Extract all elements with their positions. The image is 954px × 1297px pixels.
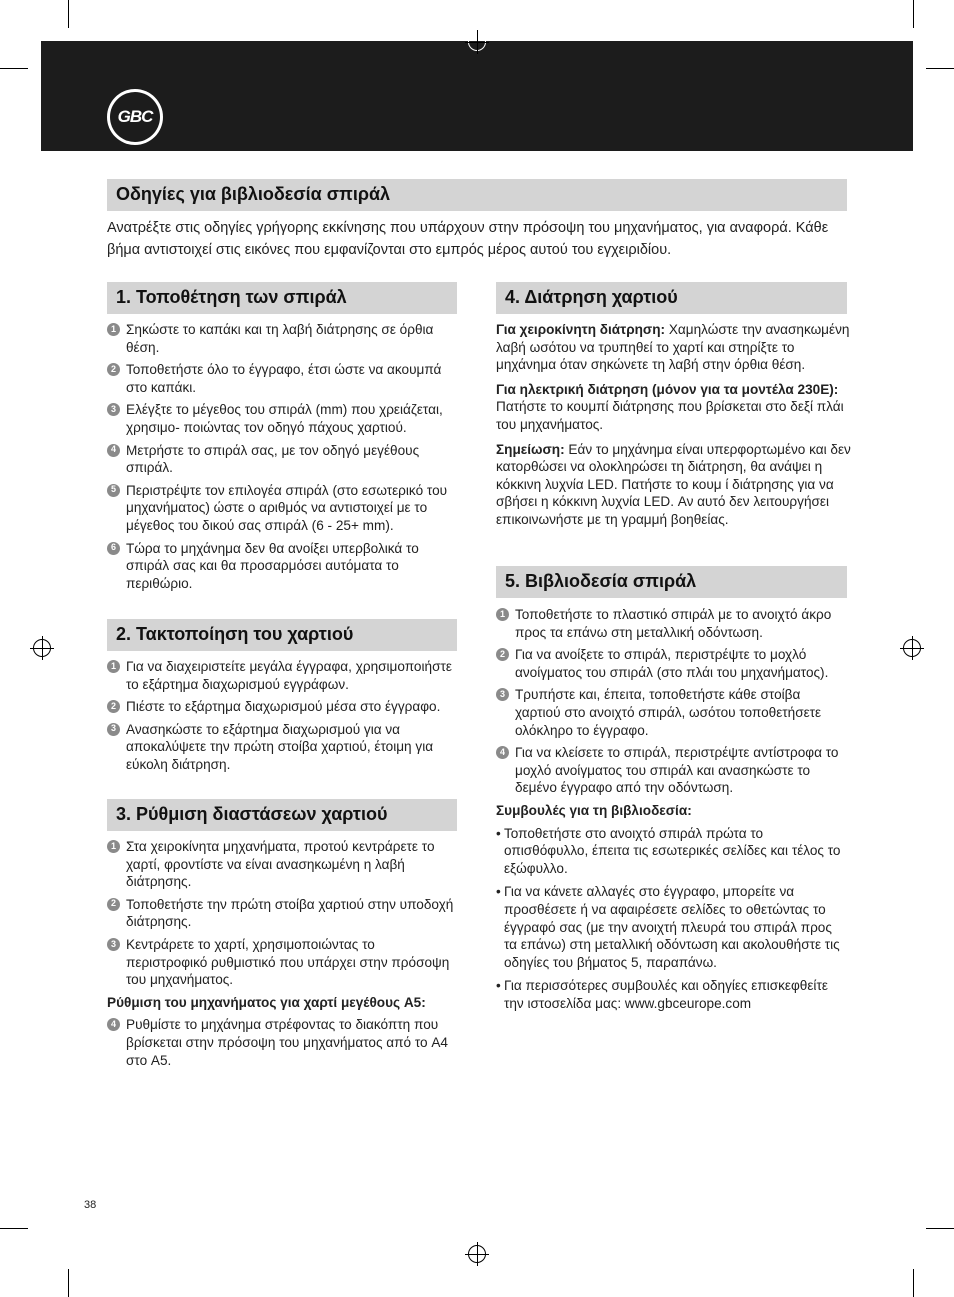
header-band bbox=[41, 41, 913, 151]
step-number-icon: 2 bbox=[107, 363, 120, 376]
step-number-icon: 3 bbox=[496, 688, 509, 701]
list-item: 1 Στα χειροκίνητα μηχανήματα, προτού κεντράρετε το χαρτί, φροντίστε να είναι ανασηκωμένη η λαβή διάτρησης. bbox=[107, 838, 459, 891]
crop-mark bbox=[0, 68, 28, 69]
step-number-icon: 2 bbox=[496, 648, 509, 661]
section-4-heading: 4. Διάτρηση χαρτιού bbox=[496, 282, 847, 314]
section-1-list bbox=[107, 321, 459, 597]
list-item: 4 Για να κλείσετε το σπιράλ, περιστρέψτε αντίστροφα το μοχλό ανοίγματος του σπιράλ και ανασηκώστε το δεμένο έγγραφο από την οδόντωση. bbox=[496, 744, 848, 797]
list-item: 1 Για να διαχειριστείτε μεγάλα έγγραφα, χρησιμοποιήστε το εξάρτημα διαχωρισμού εγγράφων. bbox=[107, 658, 462, 693]
step-number-icon: 5 bbox=[107, 484, 120, 497]
section-3-heading: 3. Ρύθμιση διαστάσεων χαρτιού bbox=[107, 799, 457, 831]
section-1-heading: 1. Τοποθέτηση των σπιράλ bbox=[107, 282, 457, 314]
list-item: 4 Μετρήστε το σπιράλ σας, με τον οδηγό μεγέθους σπιράλ. bbox=[107, 442, 459, 477]
registration-mark-icon bbox=[903, 639, 921, 657]
list-item: 6 Τώρα το μηχάνημα δεν θα ανοίξει υπερβολικά το σπιράλ σας και θα προσαρμόσει αυτόματα το περιθώριο. bbox=[107, 540, 459, 593]
tip-item: • Για να κάνετε αλλαγές στο έγγραφο, μπορείτε να προσθέσετε ή να αφαιρέσετε σελίδες το οθετώντας το έγγραφό σας (με την ανοιχτή πλευρά του σπιράλ προς τα επάνω) στη μεταλλική οδόντωση και ακολουθήστε τις οδηγίες του βήματος 5, παραπάνω. bbox=[496, 884, 840, 970]
registration-mark-icon bbox=[468, 33, 486, 51]
crop-mark bbox=[913, 0, 914, 28]
step-number-icon: 6 bbox=[107, 542, 120, 555]
intro-text: Ανατρέξτε στις οδηγίες γρήγορης εκκίνησης που υπάρχουν στην πρόσοψη του μηχανήματος, για αναφορά. Κάθε βήμα αντιστοιχεί στις εικόνες που εμφανίζονται στο εμπρός μέρος αυτού του εγχειριδίου. bbox=[107, 220, 829, 258]
step-number-icon: 4 bbox=[107, 1018, 120, 1031]
section-5-heading: 5. Βιβλιοδεσία σπιράλ bbox=[496, 566, 847, 598]
step-number-icon: 4 bbox=[496, 746, 509, 759]
list-item: 2 Για να ανοίξετε το σπιράλ, περιστρέψτε το μοχλό ανοίγματος του σπιράλ (στο πλάι του μηχανήματος). bbox=[496, 646, 848, 681]
step-number-icon: 2 bbox=[107, 700, 120, 713]
step-number-icon: 3 bbox=[107, 938, 120, 951]
registration-mark-icon bbox=[468, 1245, 486, 1263]
list-item: 3 Τρυπήστε και, έπειτα, τοποθετήστε κάθε στοίβα χαρτιού στο ανοιχτό σπιράλ, ωσότου τοποθετήσετε ολόκληρο το έγγραφο. bbox=[496, 686, 848, 739]
page-number: 38 bbox=[84, 1199, 97, 1211]
crop-mark bbox=[68, 1269, 69, 1297]
list-item: 2 Τοποθετήστε την πρώτη στοίβα χαρτιού στην υποδοχή διάτρησης. bbox=[107, 896, 459, 931]
crop-mark bbox=[68, 0, 69, 28]
section-4-text bbox=[496, 321, 852, 536]
section-2-heading: 2. Τακτοποίηση του χαρτιού bbox=[107, 619, 457, 651]
subheading: Ρύθμιση του μηχανήματος για χαρτί μεγέθους A5: bbox=[107, 994, 426, 1010]
list-item: 4 Ρυθμίστε το μηχάνημα στρέφοντας το διακόπτη που βρίσκεται στην πρόσοψη του μηχανήματος από το A4 στο A5. bbox=[107, 1016, 459, 1069]
gbc-logo: GBC bbox=[107, 89, 163, 145]
crop-mark bbox=[0, 1228, 28, 1229]
section-3-list bbox=[107, 838, 459, 1074]
tips-heading: Συμβουλές για τη βιβλιοδεσία: bbox=[496, 802, 692, 818]
list-item: 1 Σηκώστε το καπάκι και τη λαβή διάτρησης σε όρθια θέση. bbox=[107, 321, 459, 356]
list-item: 3 Κεντράρετε το χαρτί, χρησιμοποιώντας το περιστροφικό ρυθμιστικό που υπάρχει στην πρόσοψη του μηχανήματος. bbox=[107, 936, 459, 989]
step-number-icon: 1 bbox=[107, 660, 120, 673]
tip-item: • Για περισσότερες συμβουλές και οδηγίες επισκεφθείτε την ιστοσελίδα μας: www.gbceurope.com bbox=[496, 978, 828, 1011]
step-number-icon: 2 bbox=[107, 898, 120, 911]
crop-mark bbox=[926, 68, 954, 69]
list-item: 5 Περιστρέψτε τον επιλογέα σπιράλ (στο εσωτερικό του μηχανήματος) ώστε ο αριθμός να αντιστοιχεί με το μέγεθος του δικού σας σπιράλ (6 - 25+ mm). bbox=[107, 482, 459, 535]
step-number-icon: 1 bbox=[107, 323, 120, 336]
list-item: 3 Ελέγξτε το μέγεθος του σπιράλ (mm) που χρειάζεται, χρησιμο- ποιώντας τον οδηγό πάχους χαρτιού. bbox=[107, 401, 459, 436]
step-number-icon: 3 bbox=[107, 403, 120, 416]
step-number-icon: 1 bbox=[496, 608, 509, 621]
crop-mark bbox=[913, 1269, 914, 1297]
paragraph: Για ηλεκτρική διάτρηση (μόνον για τα μοντέλα 230E): Πατήστε το κουμπί διάτρησης που βρίσκεται στο δεξί πλάι του μηχανήματος. bbox=[496, 381, 844, 432]
step-number-icon: 3 bbox=[107, 723, 120, 736]
list-item: 2 Πιέστε το εξάρτημα διαχωρισμού μέσα στο έγγραφο. bbox=[107, 698, 462, 716]
section-2-list bbox=[107, 658, 462, 779]
registration-mark-icon bbox=[33, 639, 51, 657]
list-item: 2 Τοποθετήστε όλο το έγγραφο, έτσι ώστε να ακουμπά στο καπάκι. bbox=[107, 361, 459, 396]
crop-mark bbox=[926, 1228, 954, 1229]
tip-item: • Τοποθετήστε στο ανοιχτό σπιράλ πρώτα το οπισθόφυλλο, έπειτα τις εσωτερικές σελίδες και τέλος το εξώφυλλο. bbox=[496, 825, 841, 876]
paragraph: Σημείωση: Εάν το μηχάνημα είναι υπερφορτωμένο και δεν κατορθώσει να ολοκληρώσει τη διάτρηση, θα ανάψει η κόκκινη λυχνία LED. Πατήστε το κουμ ί διάτρησης για να σβήσει η κόκκινη λυχνία LED. Αν αυτό δεν λειτουργήσει επικοινωνήστε με τη γραμμή βοηθείας. bbox=[496, 441, 851, 527]
list-item: 3 Ανασηκώστε το εξάρτημα διαχωρισμού για να αποκαλύψετε την πρώτη στοίβα χαρτιού, έτοιμη για εύκολη διάτρηση. bbox=[107, 721, 462, 774]
step-number-icon: 1 bbox=[107, 840, 120, 853]
paragraph: Για χειροκίνητη διάτρηση: Χαμηλώστε την ανασηκωμένη λαβή ωσότου να τρυπηθεί το χαρτί και στηρίξτε το μηχάνημα όταν σηκώνετε τη λαβή στην όρθια θέση. bbox=[496, 322, 850, 373]
page-title: Οδηγίες για βιβλιοδεσία σπιράλ bbox=[107, 179, 847, 211]
section-5-list bbox=[496, 606, 848, 1018]
step-number-icon: 4 bbox=[107, 444, 120, 457]
list-item: 1 Τοποθετήστε το πλαστικό σπιράλ με το ανοιχτό άκρο προς τα επάνω στη μεταλλική οδόντωση. bbox=[496, 606, 848, 641]
